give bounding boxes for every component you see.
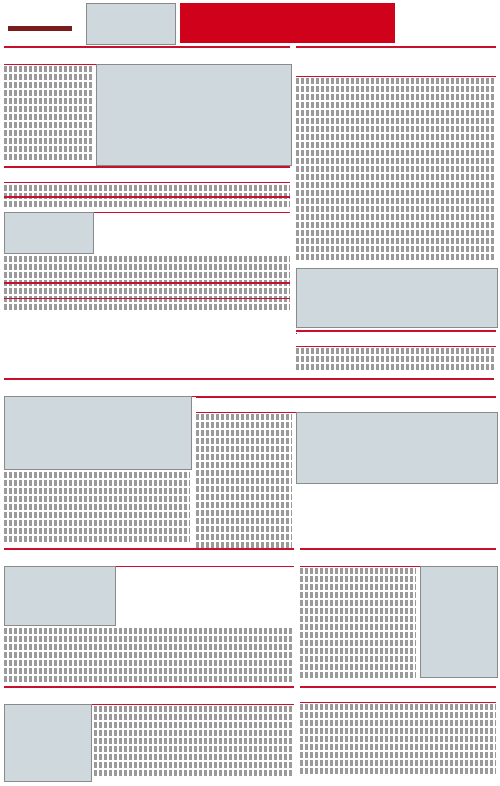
section-banner [180,3,395,43]
story-10-body [300,566,416,682]
body-text-line [300,752,496,758]
body-text-line [300,768,496,774]
body-text-line [300,728,496,734]
body-text-line [196,518,292,524]
body-text-line [300,664,416,670]
body-text-line [4,536,190,542]
body-text-line [196,462,292,468]
body-text-line [296,198,496,204]
body-text-line [300,704,496,710]
body-text-line [196,470,292,476]
body-text-line [196,414,292,420]
story-9-headline [4,548,294,567]
body-text-line [296,94,496,100]
body-text-line [296,190,496,196]
body-text-line [4,520,190,526]
masthead-tagline-bar [8,26,72,31]
story-9-photo [4,566,116,626]
body-text-line [296,102,496,108]
body-text-line [4,66,94,72]
body-text-line [296,110,496,116]
body-text-line [4,146,94,152]
body-text-line [4,496,190,502]
body-text-line [94,714,294,720]
body-text-line [4,528,190,534]
body-text-line [4,256,290,262]
story-13-headline [296,330,297,334]
body-text-line [296,364,496,370]
body-text-line [296,142,496,148]
body-text-line [300,584,416,590]
body-text-line [4,82,94,88]
story-10-headline [300,548,496,567]
body-text-line [300,712,496,718]
story-5-photo [296,268,498,328]
body-text-line [4,90,94,96]
body-text-line [4,122,94,128]
story-11-headline [4,686,294,705]
body-text-line [4,114,94,120]
body-text-line [4,74,94,80]
story-12-headline [300,686,496,703]
body-text-line [4,272,290,278]
body-text-line [4,138,94,144]
story-6-body [296,346,496,374]
body-text-line [196,494,292,500]
body-text-line [4,185,290,191]
body-text-line [296,166,496,172]
body-text-line [296,86,496,92]
body-text-line [4,676,294,682]
body-text-line [4,644,294,650]
body-text-line [4,512,190,518]
body-text-line [4,98,94,104]
body-text-line [300,648,416,654]
masthead-logo [6,3,76,25]
body-text-line [4,480,190,486]
body-text-line [296,222,496,228]
body-text-line [300,736,496,742]
body-text-line [94,770,294,776]
body-text-line [4,504,190,510]
body-text-line [94,754,294,760]
story-3-photo [4,212,94,254]
body-text-line [4,636,294,642]
date-block [400,3,494,43]
story-3-headline [4,196,290,213]
story-7-body [4,470,190,548]
story-5-headline [296,46,496,77]
body-text-line [4,264,290,270]
story-5-body [296,76,496,266]
body-text-line [4,652,294,658]
body-text-line [4,154,94,160]
body-text-line [4,488,190,494]
story-1-body [4,64,94,166]
body-text-line [196,486,292,492]
body-text-line [300,656,416,662]
body-text-line [300,600,416,606]
story-7-photo [4,396,192,470]
body-text-line [94,762,294,768]
body-text-line [196,534,292,540]
body-text-line [4,304,290,310]
story-8-headline [196,396,496,413]
body-text-line [4,628,294,634]
body-text-line [94,722,294,728]
body-text-line [296,126,496,132]
body-text-line [300,608,416,614]
body-text-line [296,78,496,84]
body-text-line [94,738,294,744]
body-text-line [4,472,190,478]
story-8-body [196,412,292,548]
story-9-body [4,626,294,682]
body-text-line [296,356,496,362]
story-2-headline [4,166,290,183]
story-11-body [94,704,294,780]
body-text-line [296,348,496,354]
body-text-line [94,706,294,712]
body-text-line [300,672,416,678]
body-text-line [196,422,292,428]
body-text-line [94,730,294,736]
story-7-headline [4,378,494,397]
body-text-line [300,760,496,766]
body-text-line [296,238,496,244]
body-text-line [296,174,496,180]
body-text-line [196,438,292,444]
body-text-line [196,502,292,508]
body-text-line [300,568,416,574]
body-text-line [196,430,292,436]
story-8-photo [296,412,498,484]
body-text-line [296,134,496,140]
body-text-line [296,254,496,260]
body-text-line [4,668,294,674]
body-text-line [296,214,496,220]
story-12-body [300,702,496,780]
story-6-headline [296,330,496,347]
body-text-line [196,526,292,532]
story-4-headline [4,282,290,299]
body-text-line [300,640,416,646]
body-text-line [300,616,416,622]
body-text-line [4,130,94,136]
body-text-line [296,230,496,236]
body-text-line [296,158,496,164]
body-text-line [300,624,416,630]
body-text-line [196,510,292,516]
story-11-photo [4,704,92,782]
body-text-line [296,246,496,252]
body-text-line [296,182,496,188]
body-text-line [300,632,416,638]
story-10-photo [420,566,498,678]
body-text-line [196,446,292,452]
story-1-photo [96,64,292,166]
body-text-line [300,592,416,598]
body-text-line [4,660,294,666]
body-text-line [94,746,294,752]
body-text-line [300,744,496,750]
body-text-line [196,478,292,484]
body-text-line [300,720,496,726]
body-text-line [296,118,496,124]
body-text-line [4,106,94,112]
body-text-line [196,454,292,460]
story-1-headline [4,46,290,65]
body-text-line [296,206,496,212]
body-text-line [296,150,496,156]
masthead-photo [86,3,176,45]
body-text-line [300,576,416,582]
